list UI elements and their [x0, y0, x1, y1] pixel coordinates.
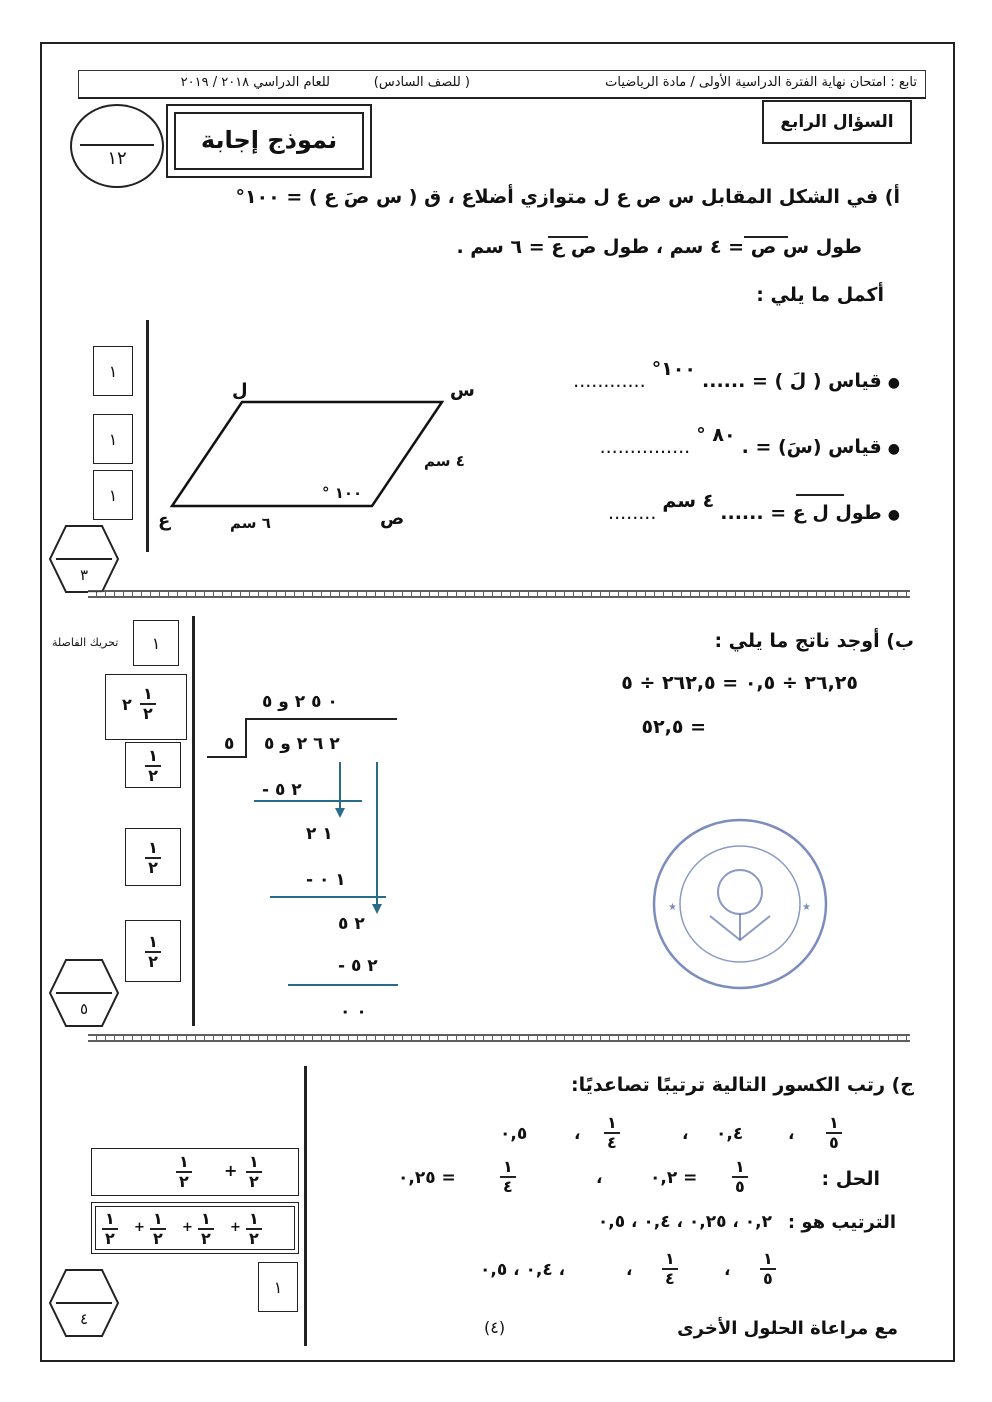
angle-label: ١٠٠ °: [322, 484, 363, 502]
section-separator: [88, 1034, 910, 1042]
svg-text:★: ★: [802, 902, 811, 913]
item-3-text: طول ل ع = ......: [720, 502, 882, 524]
segment-overline: [796, 494, 844, 496]
model-answer-title: نموذج إجابة: [174, 112, 364, 170]
part-b-title: ب) أوجد ناتج ما يلي :: [714, 630, 914, 652]
svg-text:★: ★: [668, 902, 677, 913]
vertex-s: س: [450, 380, 475, 401]
given-fractions-row: ١ ٥ ، ٠,٤ ، ١ ٤ ، ٠,٥: [496, 1112, 856, 1156]
part-a-statement-1: أ) في الشكل المقابل س ص ع ل متوازي أضلاع ، ق ( س صَ ع ) = ١٠٠°: [235, 186, 900, 208]
column-divider: [146, 320, 149, 552]
division-divisor: ٥: [224, 734, 235, 754]
vertex-e: ع: [158, 510, 171, 531]
part-c-title: ج) رتب الكسور التالية ترتيبًا تصاعديًا:: [570, 1074, 914, 1096]
official-stamp: [650, 816, 830, 992]
segment-overline: [744, 236, 788, 238]
item-3-answer: ٤ سم: [662, 490, 715, 512]
exam-header-year: للعام الدراسي ٢٠١٨ / ٢٠١٩: [180, 75, 330, 90]
page-number: (٤): [484, 1318, 506, 1337]
item-2-text: قياس (سَ) = .: [741, 436, 882, 458]
item-1-text: قياس ( لَ ) = ......: [702, 370, 882, 392]
part-a-statement-2: طول س ص = ٤ سم ، طول ص ع = ٦ سم .: [456, 236, 862, 258]
item-3-tail: ........: [608, 502, 657, 524]
side-pe-length: ٦ سم: [230, 514, 271, 532]
fraction-half: ١ ٢: [140, 685, 156, 723]
subtotal-a: ٣: [79, 566, 89, 584]
move-decimal-note: تحريك الفاصلة: [52, 636, 119, 649]
solution-label: الحل :: [821, 1168, 880, 1190]
part-a-complete-label: أكمل ما يلي :: [756, 284, 884, 306]
half-score-box: $\frac{١}{٢}$: [125, 742, 181, 788]
exam-header-title: تابع : امتحان نهاية الفترة الدراسية الأولى / مادة الرياضيات: [605, 75, 917, 90]
item-2-tail: ...............: [599, 436, 691, 458]
division-step-5: - ٢ ٥: [338, 956, 378, 976]
order-decimal: ٠,٢ ، ٠,٢٥ ، ٠,٤ ، ٠,٥: [597, 1212, 772, 1232]
bring-down-arrows: [330, 760, 390, 920]
part-b-line-2: = ٥٢,٥: [641, 716, 706, 738]
segment-overline: [548, 236, 588, 238]
item-2-answer: ٨٠ °: [696, 424, 736, 446]
part-a-item-1: ● قياس ( لَ ) = ...... ١٠٠° ............: [573, 358, 900, 392]
part-a-item-3: ● طول ل ع = ...... ٤ سم ........: [608, 490, 900, 524]
score-four-halves: ١ ٢ + ١ ٢ + ١ ٢ + ١ ٢: [91, 1202, 299, 1254]
section-separator: [88, 590, 910, 598]
exam-header-grade: ( للصف السادس): [373, 75, 470, 90]
vertex-l: ل: [232, 380, 248, 401]
division-step-1: - ٢ ٥: [262, 780, 302, 800]
division-remainder: ٠ ٠: [340, 1002, 367, 1022]
total-score: ١٢: [107, 148, 127, 169]
side-sp-length: ٤ سم: [424, 452, 465, 470]
order-final-row: ١ ٥ ، ١ ٤ ، ، ٠,٤ ، ٠,٥: [476, 1248, 786, 1292]
model-answer-frame: [166, 104, 372, 178]
column-divider: [304, 1066, 307, 1346]
subtotal-b: ٥: [79, 1000, 89, 1018]
solution-row: ١ ٥ = ٠,٢ ، ١ ٤ = ٠,٢٥: [396, 1156, 786, 1200]
footer-note: مع مراعاة الحلول الأخرى: [677, 1318, 898, 1339]
question-label: السؤال الرابع: [762, 100, 912, 144]
score-box: ١: [93, 414, 133, 464]
score-box: ١: [93, 346, 133, 396]
mixed-score-box: ٢ ١ ٢: [105, 674, 187, 740]
exam-header: [78, 70, 926, 99]
part-b-line-1: ٢٦,٢٥ ÷ ٠,٥ = ٢٦٢,٥ ÷ ٥: [621, 672, 858, 694]
half-score-box: $\frac{١}{٢}$: [125, 920, 181, 982]
half-score-box: $\frac{١}{٢}$: [125, 828, 181, 886]
division-quotient: ٠ ٥ ٢ و ٥: [262, 692, 338, 712]
order-label: الترتيب هو :: [787, 1212, 896, 1233]
division-line: [288, 984, 398, 986]
division-step-2: ١ ٢: [306, 824, 333, 844]
subtotal-c: ٤: [79, 1310, 89, 1328]
division-bracket: [245, 718, 247, 758]
division-dividend: ٢ ٦ ٢ و ٥: [264, 734, 340, 754]
item-1-answer: ١٠٠°: [651, 358, 696, 380]
score-box: ١: [93, 470, 133, 520]
vertex-p: ص: [380, 508, 405, 529]
column-divider: [192, 616, 195, 1026]
item-1-tail: ............: [573, 370, 646, 392]
part-a-item-2: ● قياس (سَ) = . ٨٠ ° ...............: [599, 424, 900, 458]
divisor-underline: [207, 756, 247, 758]
score-box: ١: [258, 1262, 298, 1312]
division-step-4: ٢ ٥: [338, 914, 365, 934]
score-box: ١: [133, 620, 179, 666]
division-bar: [245, 718, 397, 720]
total-score-circle: [70, 104, 164, 188]
division-step-3: - ١ ٠: [306, 870, 346, 890]
score-half-plus-half: ١ ٢ + ١ ٢: [91, 1148, 299, 1196]
